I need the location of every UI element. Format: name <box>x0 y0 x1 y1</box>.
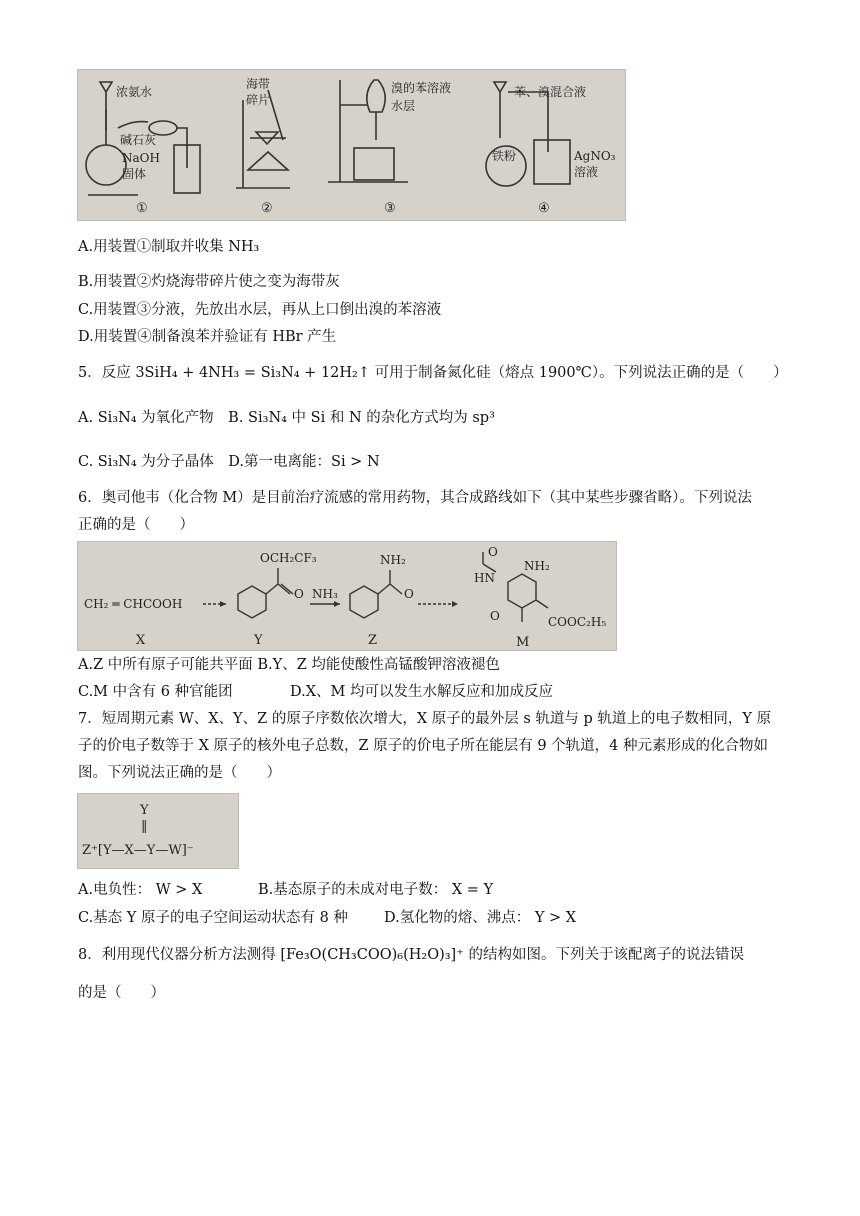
apparatus-number-1: ① <box>136 201 148 216</box>
reagent-nh3: NH₃ <box>312 587 338 601</box>
y-carbonyl-o: O <box>294 587 304 601</box>
q5-stem: 5．反应 3SiH₄ + 4NH₃ = Si₃N₄ + 12H₂↑ 可用于制备氮化硅（熔点 1900℃）。下列说法正确的是（ ） <box>78 365 788 381</box>
label-soda-lime: 碱石灰 <box>120 133 157 147</box>
q4-option-a: A.用装置①制取并收集 NH₃ <box>78 239 260 255</box>
m-ester: COOC₂H₅ <box>548 615 607 629</box>
label-iron-powder: 铁粉 <box>492 149 517 163</box>
q8-stem-line1: 8．利用现代仪器分析方法测得 [Fe₃O(CH₃COO)₆(H₂O)₃]⁺ 的结构如图。下列关于该配离子的说法错误 <box>78 947 744 963</box>
label-y: Y <box>254 633 263 648</box>
m-hn: HN <box>474 571 495 585</box>
label-water-layer: 水层 <box>391 99 416 113</box>
q4-option-c: C.用装置③分液，先放出水层，再从上口倒出溴的苯溶液 <box>78 302 442 318</box>
q7-stem-line2: 子的价电子数等于 X 原子的核外电子总数，Z 原子的价电子所在能层有 9 个轨道，4 种元素形成的化合物如 <box>78 738 768 754</box>
m-nh2: NH₂ <box>524 559 550 573</box>
apparatus-number-2: ② <box>261 201 273 216</box>
label-kelp: 海带 <box>246 77 271 91</box>
q6-options-ab: A.Z 中所有原子可能共平面 B.Y、Z 均能使酸性高锰酸钾溶液褪色 <box>78 657 500 673</box>
label-m: M <box>516 635 530 650</box>
q7-option-c: C.基态 Y 原子的电子空间运动状态有 8 种 <box>78 910 348 926</box>
label-z: Z <box>368 633 378 648</box>
compound-structure-figure <box>77 793 239 869</box>
q6-option-d: D.X、M 均可以发生水解反应和加成反应 <box>290 684 553 700</box>
q5-options-cd: C. Si₃N₄ 为分子晶体 D.第一电离能：Si > N <box>78 454 380 470</box>
m-carbonyl-o: O <box>488 545 498 559</box>
m-o: O <box>490 609 500 623</box>
q4-option-b: B.用装置②灼烧海带碎片使之变为海带灰 <box>78 274 340 290</box>
q7-option-a: A.电负性： W > X <box>78 882 203 898</box>
label-benzene-bromine-mix: 苯、溴混合液 <box>514 85 587 99</box>
q7-stem-line1: 7．短周期元素 W、X、Y、Z 的原子序数依次增大，X 原子的最外层 s 轨道与 p 轨道上的电子数相同，Y 原 <box>78 711 772 727</box>
label-naoh: NaOH <box>122 151 160 165</box>
apparatus-number-3: ③ <box>384 201 396 216</box>
compound-x-formula: CH₂ ═ CHCOOH <box>84 597 183 611</box>
q4-option-d: D.用装置④制备溴苯并验证有 HBr 产生 <box>78 329 337 345</box>
q8-stem-line2: 的是（ ） <box>78 985 165 1001</box>
z-substituent: NH₂ <box>380 553 406 567</box>
label-pieces: 碎片 <box>246 93 271 107</box>
z-carbonyl-o: O <box>404 587 414 601</box>
label-bromine-benzene: 溴的苯溶液 <box>391 81 452 95</box>
label-solution: 溶液 <box>574 165 599 179</box>
q5-options-ab: A. Si₃N₄ 为氧化产物 B. Si₃N₄ 中 Si 和 N 的杂化方式均为 sp³ <box>78 410 495 426</box>
apparatus-number-4: ④ <box>538 201 550 216</box>
structure-top-y: Y <box>140 803 149 818</box>
label-solid: 固体 <box>122 167 147 181</box>
q6-stem-line1: 6．奥司他韦（化合物 M）是目前治疗流感的常用药物，其合成路线如下（其中某些步骤省略）。下列说法 <box>78 490 752 506</box>
synthesis-scheme-figure <box>77 541 617 651</box>
y-substituent: OCH₂CF₃ <box>260 551 317 565</box>
label-agno3: AgNO₃ <box>574 149 616 163</box>
label-x: X <box>136 633 146 648</box>
structure-formula: Z⁺[Y—X—Y—W]⁻ <box>82 843 194 858</box>
structure-double-bond: ‖ <box>141 819 148 834</box>
q7-stem-line3: 图。下列说法正确的是（ ） <box>78 765 281 781</box>
apparatus-figure <box>77 69 626 221</box>
q6-option-c: C.M 中含有 6 种官能团 <box>78 684 233 700</box>
label-conc-ammonia: 浓氨水 <box>116 85 153 99</box>
q7-option-d: D.氢化物的熔、沸点： Y > X <box>384 910 577 926</box>
q7-option-b: B.基态原子的未成对电子数： X = Y <box>258 882 494 898</box>
q6-stem-line2: 正确的是（ ） <box>78 517 194 533</box>
